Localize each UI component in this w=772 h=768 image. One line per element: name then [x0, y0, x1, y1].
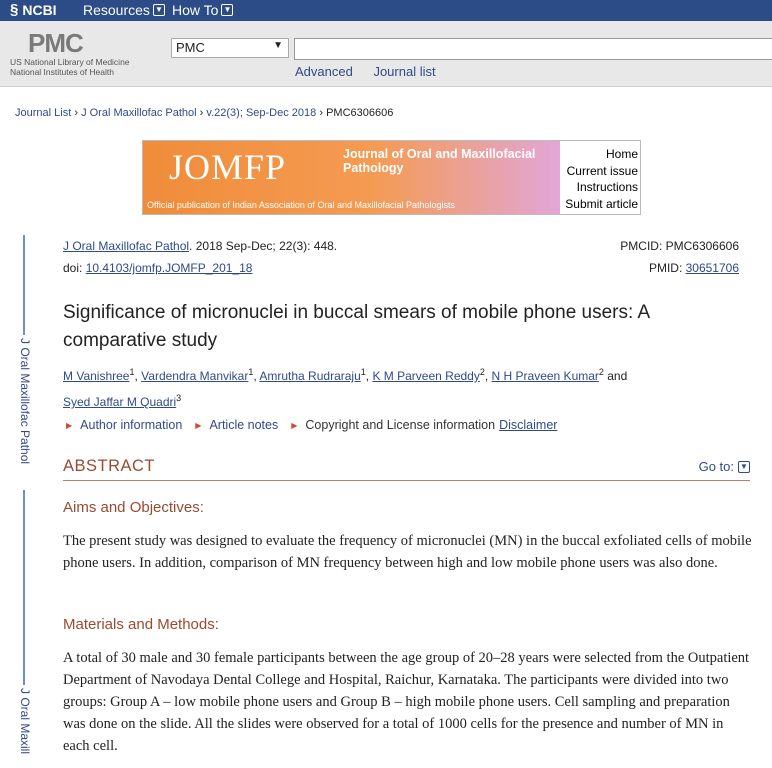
expand-triangle-icon: ▶ — [195, 420, 202, 430]
pmid-line — [620, 257, 739, 279]
affiliation-number[interactable]: 1 — [129, 367, 135, 377]
ncbi-top-bar — [0, 0, 772, 21]
search-input[interactable] — [294, 38, 772, 60]
author-link[interactable]: Vardendra Manvikar — [141, 369, 249, 383]
breadcrumb-separator: › — [199, 107, 204, 119]
expand-triangle-icon: ▶ — [291, 420, 298, 430]
abstract-heading: ABSTRACT — [63, 457, 156, 475]
banner-link-current-issue[interactable]: Current issue — [566, 163, 638, 178]
side-tab-journal-2[interactable]: J Oral Maxill — [18, 688, 32, 755]
pmc-logo[interactable] — [10, 29, 150, 77]
resources-menu[interactable] — [83, 2, 165, 18]
nih-label: National Institutes of Health — [10, 67, 114, 77]
resources-label: Resources — [83, 2, 150, 18]
ncbi-logo[interactable] — [10, 1, 57, 18]
author-separator: , — [134, 369, 142, 383]
breadcrumb-journal-list[interactable]: Journal List — [15, 107, 72, 119]
copyright-license-toggle[interactable]: Copyright and License information — [305, 418, 496, 432]
goto-menu[interactable] — [699, 459, 750, 474]
section-heading-methods: Materials and Methods: — [63, 616, 219, 633]
author-separator: , — [365, 369, 373, 383]
author-link[interactable]: K M Parveen Reddy — [372, 369, 480, 383]
affiliation-number[interactable]: 1 — [360, 367, 366, 377]
breadcrumb-separator: › — [74, 107, 78, 119]
author-information-toggle[interactable]: Author information — [80, 418, 183, 432]
breadcrumb-issue[interactable]: v.22(3); Sep-Dec 2018 — [206, 107, 317, 119]
journal-list-link[interactable]: Journal list — [373, 64, 436, 79]
author-list — [63, 361, 753, 413]
side-tab-journal[interactable]: J Oral Maxillofac Pathol — [18, 338, 32, 465]
article-notes-toggle[interactable]: Article notes — [209, 418, 279, 432]
doi-link[interactable]: 10.4103/jomfp.JOMFP_201_18 — [85, 261, 253, 275]
database-selected-value: PMC — [176, 40, 205, 55]
author-link[interactable]: M Vanishree — [63, 369, 130, 383]
author-link[interactable]: Amrutha Rudraraju — [259, 369, 361, 383]
how-to-label: How To — [172, 2, 219, 18]
search-sublinks — [295, 64, 453, 79]
citation-details: . 2018 Sep-Dec; 22(3): 448. — [189, 239, 338, 253]
chevron-down-icon: ▼ — [738, 461, 750, 473]
jomfp-logo: JOMFP — [169, 147, 287, 187]
section-text-methods: A total of 30 male and 30 female participants between the age group of 20–28 years were selected from the Outpatient Department of Navodaya Dental College and Hospital, Raichur, Karnataka. The participants were divided into two groups: Group A – low mobile phone users and Group B – high mobile phone users. Cell sampling and preparation was done on the slide. All the slides were observed for a total of 1000 cells for the presence and number of MN in each cell. — [63, 650, 750, 754]
disclaimer-link[interactable]: Disclaimer — [499, 418, 558, 432]
doi-label: doi: — [63, 261, 86, 275]
journal-link[interactable]: J Oral Maxillofac Pathol — [63, 239, 190, 253]
article-info-links — [63, 418, 557, 432]
author-separator: and — [603, 369, 628, 383]
journal-banner-links — [560, 141, 640, 214]
journal-banner-subtitle: Official publication of Indian Association of Oral and Maxillofacial Pathologists — [147, 200, 456, 210]
dropdown-arrow-icon: ▼ — [273, 40, 283, 51]
pmc-logo-text: PMC — [28, 28, 83, 58]
author-link[interactable]: N H Praveen Kumar — [491, 369, 599, 383]
chevron-down-icon: ▼ — [153, 4, 165, 16]
section-heading-aims: Aims and Objectives: — [63, 499, 204, 516]
side-tab-line — [23, 490, 25, 685]
chevron-down-icon: ▼ — [221, 4, 233, 16]
banner-link-home[interactable]: Home — [605, 147, 638, 161]
goto-label: Go to: — [698, 459, 734, 474]
author-separator: , — [484, 369, 492, 383]
section-text-aims: The present study was designed to evaluate the frequency of micronuclei (MN) in the buccal exfoliated cells of mobile phone users. In addition, comparison of MN frequency between high and low mobile phone users was also done. — [63, 533, 752, 571]
citation-ids — [620, 235, 739, 279]
author-link[interactable]: Syed Jaffar M Quadri — [63, 395, 177, 409]
pmcid: PMCID: PMC6306606 — [620, 239, 739, 253]
affiliation-number[interactable]: 3 — [176, 393, 182, 403]
journal-banner-title: Journal of Oral and Maxillofacial Pathology — [343, 147, 536, 175]
dna-helix-icon: § — [10, 1, 19, 18]
expand-triangle-icon: ▶ — [66, 420, 73, 430]
author-separator: , — [253, 369, 260, 383]
ncbi-brand: NCBI — [22, 1, 57, 18]
how-to-menu[interactable] — [172, 2, 233, 18]
database-select[interactable] — [171, 38, 289, 58]
affiliation-number[interactable]: 2 — [598, 367, 604, 377]
side-tab-line — [23, 235, 25, 335]
pmid-label: PMID: — [648, 261, 686, 275]
pmid-link[interactable]: 30651706 — [685, 261, 739, 275]
affiliation-number[interactable]: 2 — [479, 367, 485, 377]
breadcrumb — [15, 107, 393, 119]
citation-block — [63, 235, 739, 279]
breadcrumb-journal[interactable]: J Oral Maxillofac Pathol — [81, 107, 197, 119]
journal-banner — [142, 140, 641, 215]
banner-link-instructions[interactable]: Instructions — [576, 180, 638, 194]
breadcrumb-separator: › — [319, 107, 323, 119]
nlm-label: US National Library of Medicine — [10, 57, 130, 67]
breadcrumb-current: PMC6306606 — [326, 107, 394, 119]
banner-link-submit-article[interactable]: Submit article — [565, 196, 638, 211]
search-header — [0, 21, 772, 87]
affiliation-number[interactable]: 1 — [248, 367, 254, 377]
advanced-search-link[interactable]: Advanced — [295, 64, 353, 79]
journal-banner-image[interactable] — [143, 141, 560, 214]
abstract-heading-bar — [63, 457, 750, 481]
article-title: Significance of micronuclei in buccal smears of mobile phone users: A comparative study — [63, 302, 650, 351]
